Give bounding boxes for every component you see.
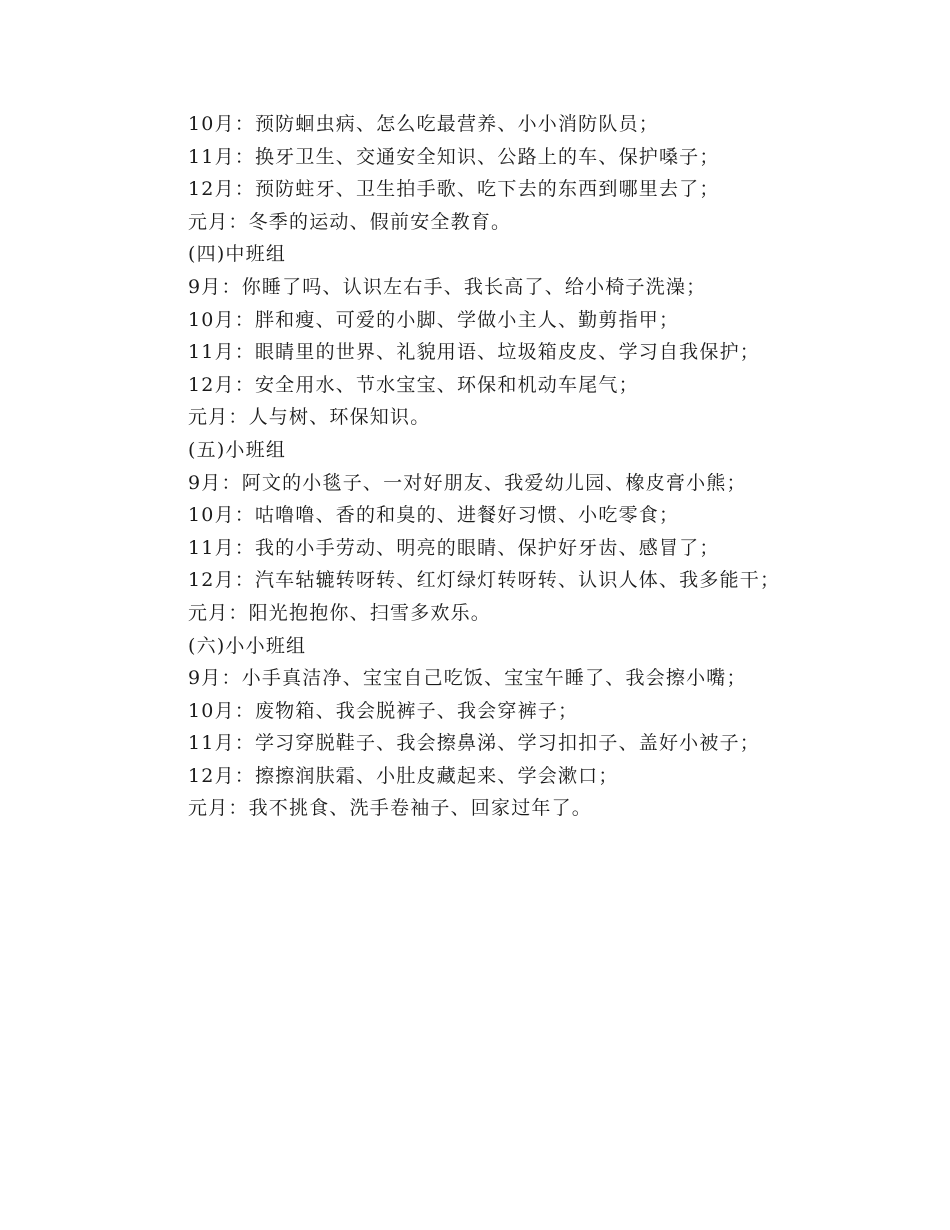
text-line: 9月：你睡了吗、认识左右手、我长高了、给小椅子洗澡； — [188, 275, 707, 298]
text-line: 11月：眼睛里的世界、礼貌用语、垃圾箱皮皮、学习自我保护； — [188, 341, 760, 364]
text-line: 10月：预防蛔虫病、怎么吃最营养、小小消防队员； — [188, 113, 659, 135]
text-line: 9月：阿文的小毯子、一对好朋友、我爱幼儿园、橡皮膏小熊； — [188, 471, 747, 494]
text-line: 12月：安全用水、节水宝宝、环保和机动车尾气； — [188, 373, 639, 396]
text-line: 10月：废物箱、我会脱裤子、我会穿裤子； — [188, 699, 579, 722]
text-line: 11月：学习穿脱鞋子、我会擦鼻涕、学习扣扣子、盖好小被子； — [188, 732, 760, 755]
text-line: 12月：擦擦润肤霜、小肚皮藏起来、学会漱口； — [188, 764, 619, 787]
section-heading: (四)中班组 — [188, 243, 287, 266]
section-heading: (六)小小班组 — [188, 634, 307, 657]
text-line: 元月：人与树、环保知识。 — [188, 406, 431, 429]
text-line: 12月：预防蛀牙、卫生拍手歌、吃下去的东西到哪里去了； — [188, 178, 720, 201]
text-line: 10月：咕噜噜、香的和臭的、进餐好习惯、小吃零食； — [188, 504, 680, 527]
text-line: 9月：小手真洁净、宝宝自己吃饭、宝宝午睡了、我会擦小嘴； — [188, 667, 747, 690]
text-line: 元月：阳光抱抱你、扫雪多欢乐。 — [188, 601, 492, 624]
text-line: 10月：胖和瘦、可爱的小脚、学做小主人、勤剪指甲； — [188, 308, 680, 331]
document-body — [188, 108, 908, 825]
text-line: 11月：换牙卫生、交通安全知识、公路上的车、保护嗓子； — [188, 145, 720, 168]
text-line: 11月：我的小手劳动、明亮的眼睛、保护好牙齿、感冒了； — [188, 536, 720, 559]
text-line: 元月：我不挑食、洗手卷袖子、回家过年了。 — [188, 797, 593, 820]
section-heading: (五)小班组 — [188, 438, 287, 461]
text-line: 12月：汽车轱辘转呀转、红灯绿灯转呀转、认识人体、我多能干； — [188, 569, 781, 592]
text-line: 元月：冬季的运动、假前安全教育。 — [188, 210, 512, 233]
